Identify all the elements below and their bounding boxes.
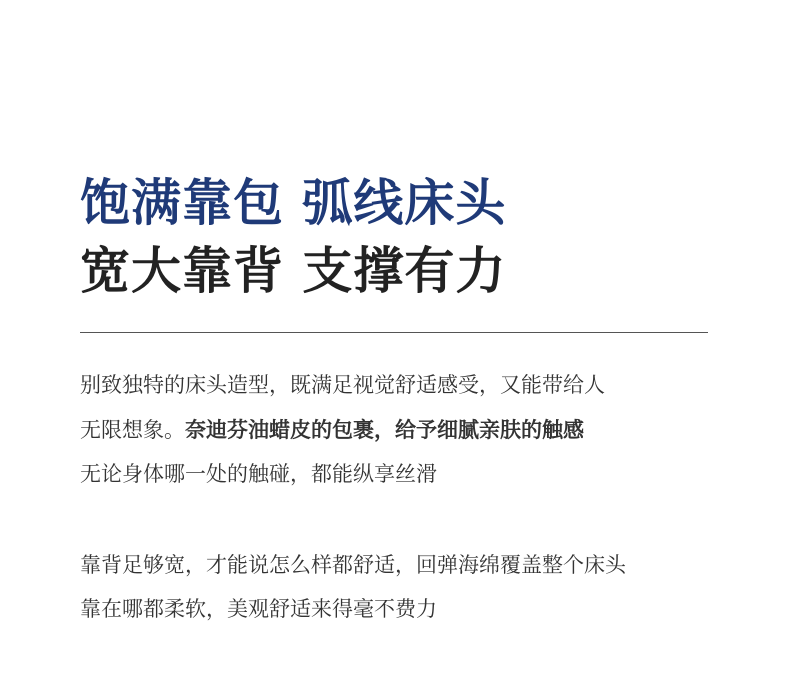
leather-highlight-text: 奈迪芬油蜡皮的包裹，给予细腻亲肤的触感 — [185, 418, 584, 442]
headline-primary: 饱满靠包 弧线床头 — [80, 174, 507, 232]
backrest-description-line-1: 靠背足够宽，才能说怎么样都舒适，回弹海绵覆盖整个床头 — [80, 553, 626, 577]
backrest-description-line-2: 靠在哪都柔软，美观舒适来得毫不费力 — [80, 597, 437, 621]
description-line-3: 无论身体哪一处的触碰，都能纵享丝滑 — [80, 462, 437, 486]
description-line-2 — [80, 420, 584, 441]
section-divider — [80, 332, 708, 333]
description-line-2-intro: 无限想象。 — [80, 418, 185, 442]
description-line-1: 别致独特的床头造型，既满足视觉舒适感受，又能带给人 — [80, 373, 605, 397]
headline-secondary: 宽大靠背 支撑有力 — [80, 242, 507, 300]
